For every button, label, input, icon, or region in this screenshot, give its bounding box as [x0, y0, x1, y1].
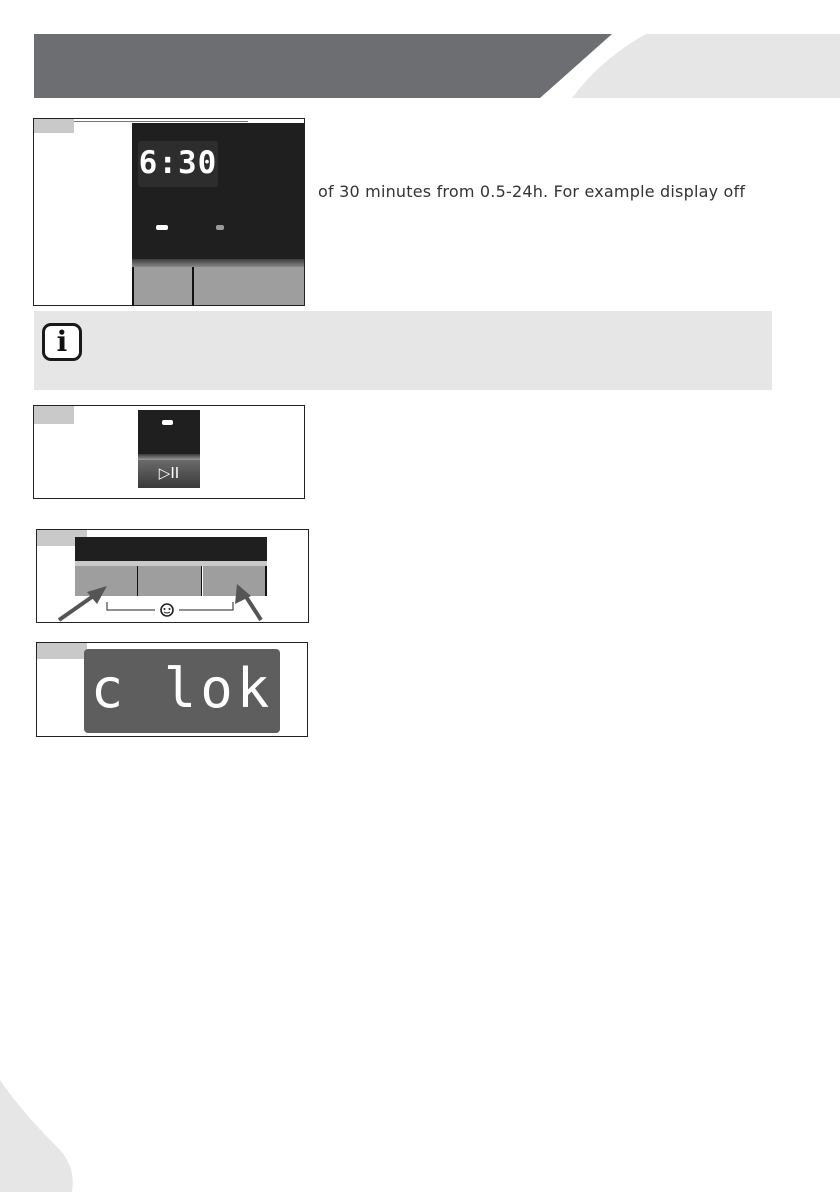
page-corner-shape [0, 1080, 80, 1192]
lock-display [84, 649, 280, 733]
press-together-diagram [37, 530, 308, 622]
figure-label-tab [34, 119, 74, 133]
info-note-box [34, 311, 772, 390]
header-band [34, 34, 612, 98]
left-arrow-icon [59, 586, 107, 620]
figure-lock-display [36, 642, 308, 737]
figure-label-tab [34, 406, 74, 424]
control-panel [132, 123, 304, 269]
indicator-light-dim [216, 225, 224, 230]
time-display [138, 141, 218, 187]
figure-label-tab [37, 643, 87, 659]
right-arrow-icon [235, 584, 261, 620]
control-panel [138, 410, 200, 458]
button-divider [192, 267, 194, 305]
indicator-light [156, 225, 168, 230]
start-pause-button[interactable] [138, 460, 200, 488]
lock-display-value: c lok [90, 657, 274, 720]
button-divider [132, 267, 134, 305]
top-rule [74, 121, 248, 122]
child-lock-icon [161, 604, 173, 616]
panel-gradient-strip [132, 259, 304, 267]
page-header-bar [0, 0, 840, 110]
body-text-line: of 30 minutes from 0.5-24h. For example display off [318, 182, 746, 201]
figure-delay-display [33, 118, 305, 306]
secondary-button[interactable] [194, 267, 304, 305]
play-pause-icon: ▷II [158, 464, 180, 482]
indicator-light [162, 420, 173, 425]
info-icon: i [42, 323, 82, 361]
header-right-tab [572, 34, 840, 98]
delay-button[interactable] [134, 267, 192, 305]
figure-child-lock-buttons [36, 529, 309, 623]
time-display-value: 6:30 [138, 145, 218, 181]
figure-start-pause [33, 405, 305, 499]
